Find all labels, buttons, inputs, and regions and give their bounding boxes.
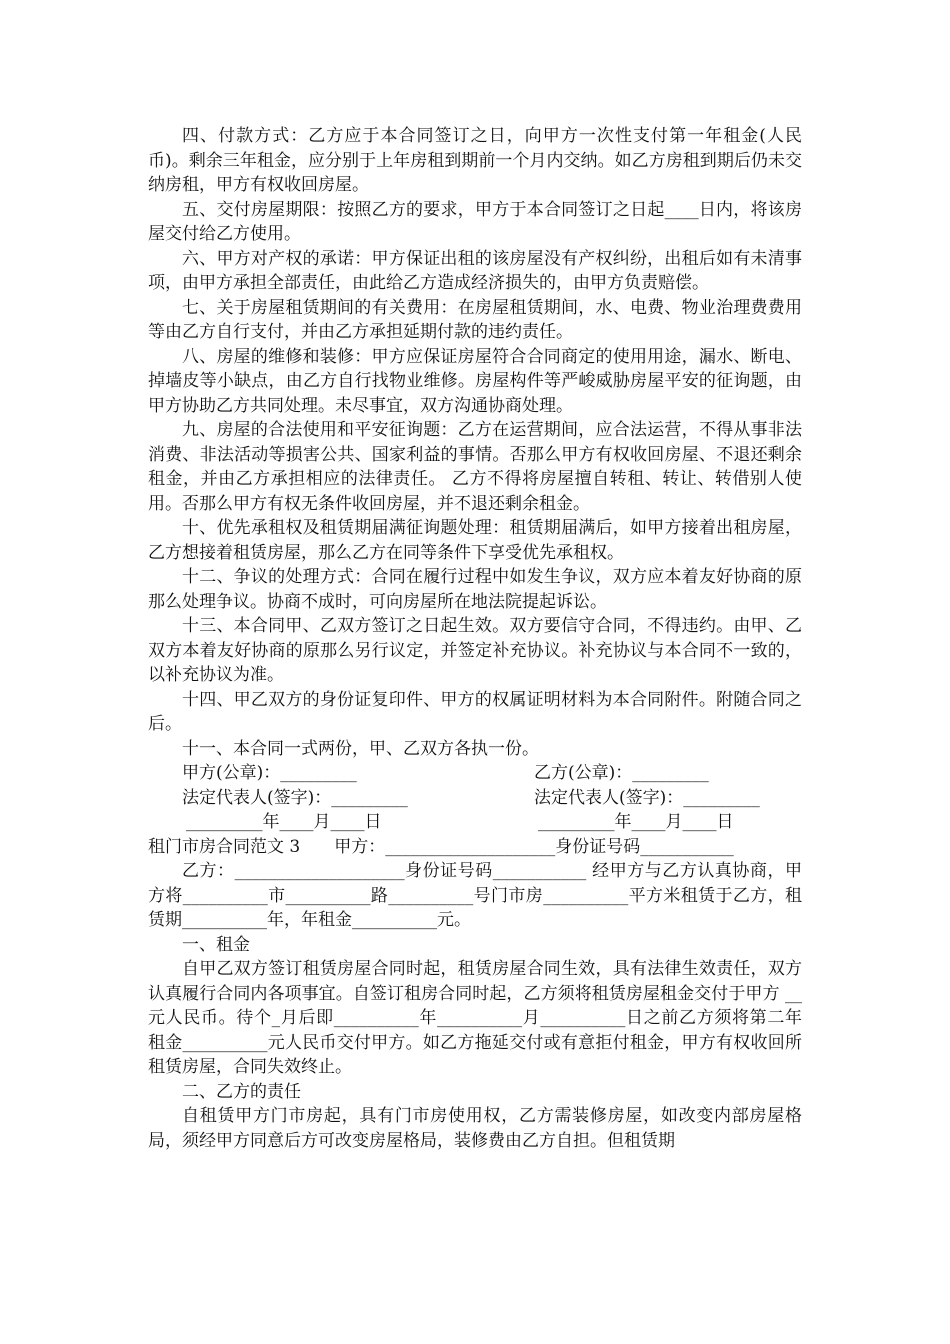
clause-7-fees: 七、关于房屋租赁期间的有关费用：在房屋租赁期间，水、电费、物业治理费费用等由乙方自行支付，并由乙方承担延期付款的违约责任。 [148, 297, 802, 342]
party-a-date: _________年____月____日 [186, 812, 382, 832]
clause-8-repair: 八、房屋的维修和装修：甲方应保证房屋符合合同商定的使用用途，漏水、断电、掉墙皮等小缺点，由乙方自行找物业维修。房屋构件等严峻威胁房屋平安的征询题，由甲方协助乙方共同处理。未尽事宜，双方沟通协商处理。 [148, 346, 802, 416]
signature-seal-row [148, 761, 802, 786]
document-page [148, 124, 802, 1153]
party-a-representative: 法定代表人(签字)：_________ [182, 787, 408, 808]
clause-9-legal-use: 九、房屋的合法使用和平安征询题：乙方在运营期间，应合法运营，不得从事非法消费、非法活动等损害公共、国家利益的事情。否那么甲方有权收回房屋、不退还剩余租金，并由乙方承担相应的法律责任。 乙方不得将房屋擅自转租、转让、转借别人使用。否那么甲方有权无条件收回房屋，并不退还剩余租金。 [148, 420, 802, 514]
party-b-date: _________年____月____日 [538, 812, 734, 832]
clause-10-priority: 十、优先承租权及租赁期届满征询题处理：租赁期届满后，如甲方接着出租房屋，乙方想接着租赁房屋，那么乙方在同等条件下享受优先承租权。 [148, 518, 802, 563]
party-a-seal: 甲方(公章)：_________ [182, 763, 357, 783]
clause-4-payment: 四、付款方式：乙方应于本合同签订之日，向甲方一次性支付第一年租金(人民币)。剩余三年租金，应分别于上年房租到期前一个月内交纳。如乙方房租到期后仍未交纳房租，甲方有权收回房屋。 [148, 126, 802, 195]
clause-11-copies: 十一、本合同一式两份，甲、乙双方各执一份。 [182, 738, 539, 759]
signature-date-row [148, 810, 802, 835]
clause-12-dispute: 十二、争议的处理方式：合同在履行过程中如发生争议，双方应本着友好协商的原那么处理争议。协商不成时，可向房屋所在地法院提起诉讼。 [148, 567, 802, 612]
clause-13-effective: 十三、本合同甲、乙双方签订之日起生效。双方要信守合同，不得违约。由甲、乙双方本着友好协商的原那么另行议定，并签定补充协议。补充协议与本合同不一致的，以补充协议为准。 [148, 616, 802, 685]
clause-14-attachments: 十四、甲乙双方的身份证复印件、甲方的权属证明材料为本合同附件。附随合同之后。 [148, 689, 802, 734]
party-b-representative: 法定代表人(签字)：_________ [534, 787, 760, 808]
section-heading-duty: 二、乙方的责任 [182, 1081, 301, 1102]
signature-rep-row [148, 786, 802, 811]
second-contract-intro: 乙方：____________________身份证号码___________ 经甲方与乙方认真协商，甲方将__________市__________路__________号门市房__________平方米租赁于乙方，租赁期__________年，年租金__________元。 [148, 861, 802, 930]
duty-paragraph: 自租赁甲方门市房起，具有门市房使用权，乙方需装修房屋，如改变内部房屋格局，须经甲方同意后方可改变房屋格局，装修费由乙方自担。但租赁期 [148, 1106, 802, 1151]
section-heading-rent: 一、租金 [182, 934, 250, 955]
second-contract-title-row [148, 835, 802, 860]
party-b-seal: 乙方(公章)：_________ [534, 763, 709, 783]
clause-5-delivery: 五、交付房屋期限：按照乙方的要求，甲方于本合同签订之日起____日内，将该房屋交付给乙方使用。 [148, 199, 802, 244]
second-contract-title: 租门市房合同范文 3 甲方：____________________身份证号码___________ [148, 836, 734, 857]
rent-paragraph: 自甲乙双方签订租赁房屋合同时起，租赁房屋合同生效，具有法律生效责任，双方认真履行合同内各项事宜。自签订租房合同时起，乙方须将租赁房屋租金交付于甲方 __元人民币。待个_月后即__________年__________月__________日之前乙方须将第二年租金__________元人民币交付甲方。如乙方拖延交付或有意拒付租金，甲方有权收回所租赁房屋，合同失效终止。 [148, 959, 802, 1077]
clause-6-ownership: 六、甲方对产权的承诺：甲方保证出租的该房屋没有产权纠纷，出租后如有未清事项，由甲方承担全部责任，由此给乙方造成经济损失的，由甲方负责赔偿。 [148, 248, 802, 293]
